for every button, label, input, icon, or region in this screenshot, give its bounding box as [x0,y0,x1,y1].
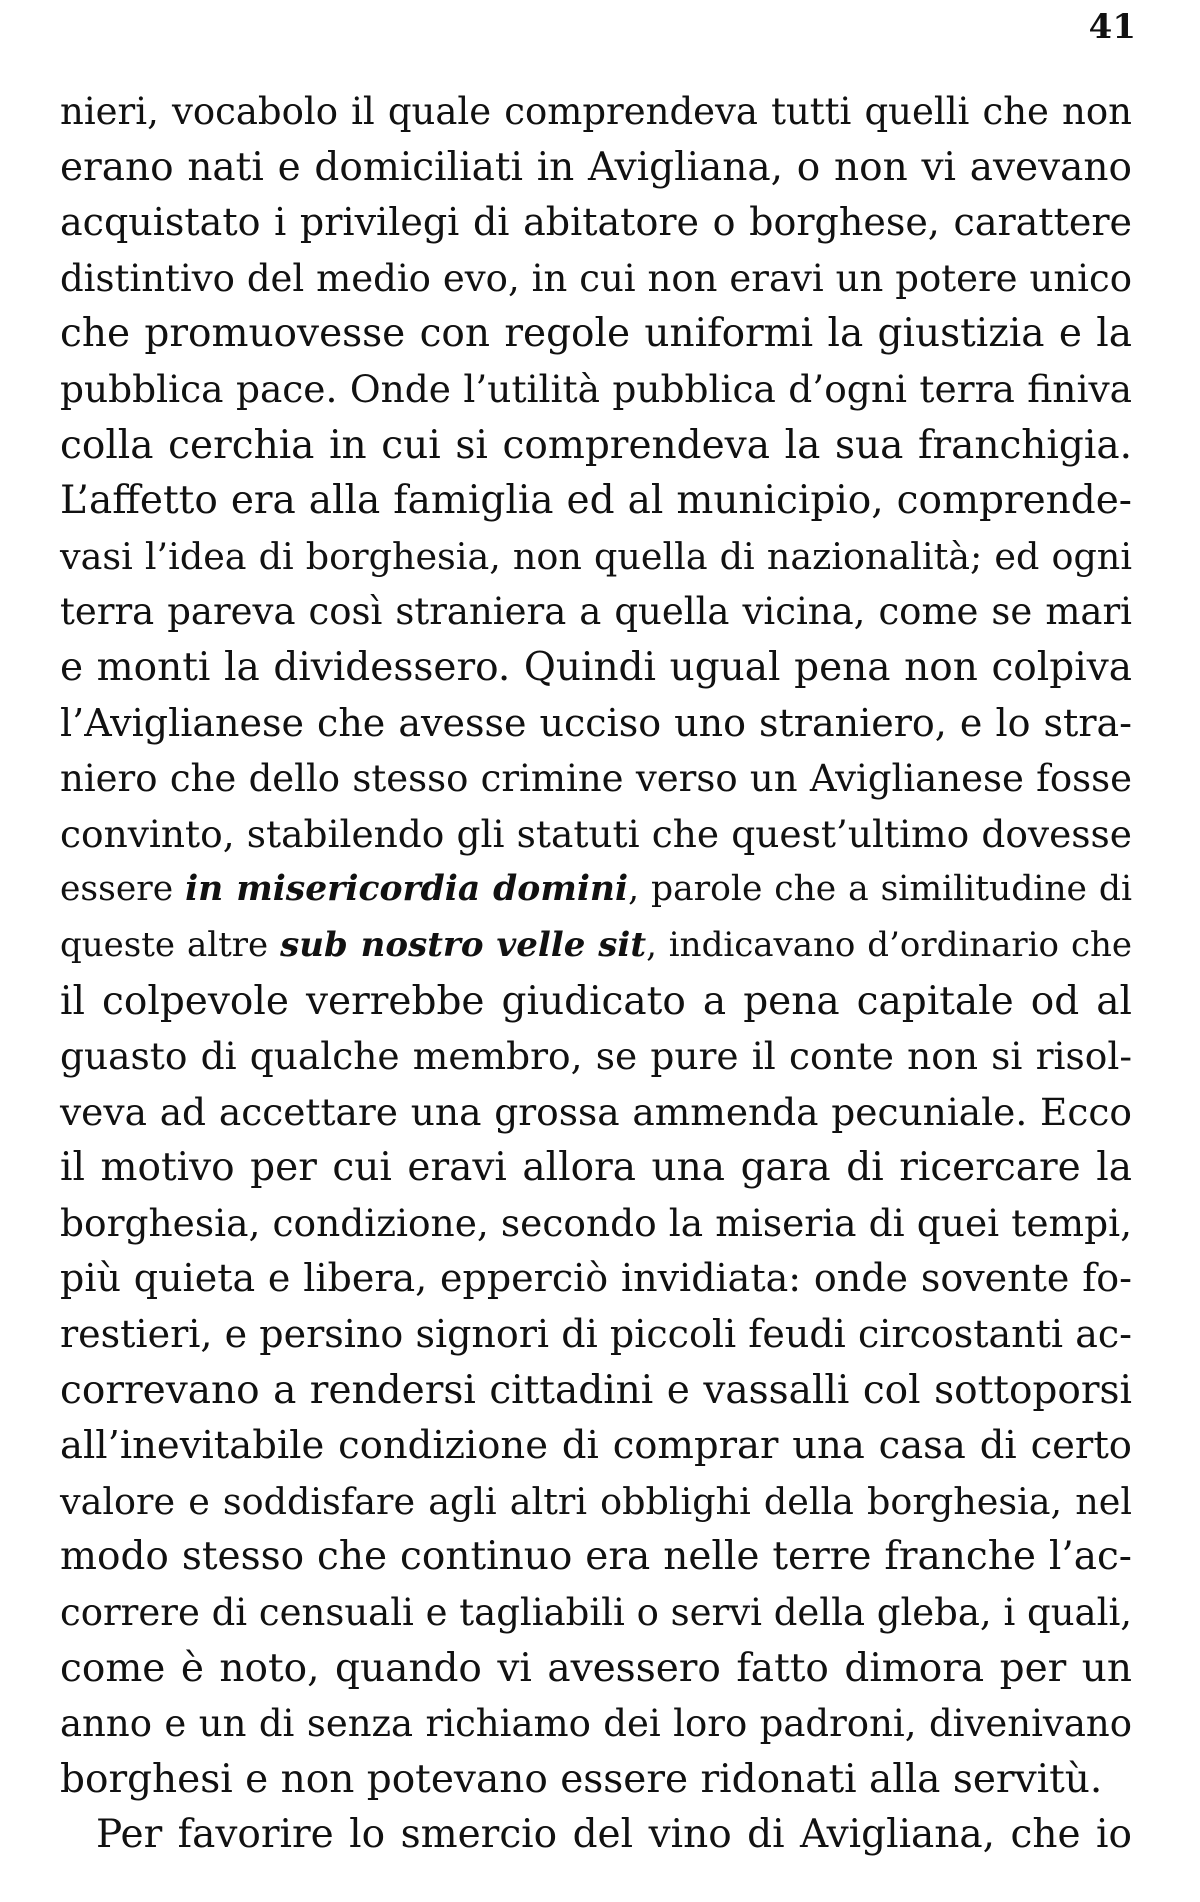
text-line: vasi l’idea di borghesia, non quella di nazionalità; ed ogni [60,534,1132,578]
text-segment: queste altre [60,924,281,965]
text-line: pubblica pace. Onde l’utilità pubblica d’ogni terra finiva [60,366,1132,411]
text-line: borghesia, condizione, secondo la miseria di quei tempi, [60,1200,1132,1245]
text-line: più quieta e libera, epperciò invidiata: onde sovente fo- [60,1256,1132,1301]
text-segment: , parole che a similitudine di [628,869,1132,910]
text-line: modo stesso che continuo era nelle terre franche l’ac- [60,1534,1132,1580]
text-line: L’affetto era alla famiglia ed al municipio, comprende- [60,478,1132,524]
body-text [60,84,1132,1863]
text-segment: essere [60,869,186,910]
text-line: correre di censuali e tagliabili o servi della gleba, i quali, [60,1591,1133,1635]
text-line: Per favorire lo smercio del vino di Avigliana, che io [96,1812,1132,1858]
text-line: guasto di qualche membro, se pure il conte non si risol- [60,1034,1132,1079]
text-line: nieri, vocabolo il quale comprendeva tutti quelli che non [60,90,1132,133]
text-line: che promuovesse con regole uniformi la giustizia e la [60,311,1132,357]
text-line: acquistato i privilegi di abitatore o borghese, carattere [60,200,1132,245]
page-number: 41 [1088,7,1136,47]
text-line: veva ad accettare una grossa ammenda pecuniale. Ecco [60,1089,1132,1134]
paragraph-end-line: borghesi e non potevano essere ridonati alla servitù. [60,1756,1103,1802]
text-line: restieri, e persino signori di piccoli feudi circostanti ac- [60,1312,1132,1357]
text-line: terra pareva così straniera a quella vicina, come se mari [60,590,1132,634]
text-line-with-italic [60,862,1132,918]
text-line: niero che dello stesso crimine verso un Aviglianese fosse [60,757,1132,801]
italic-latin-phrase: sub nostro velle sit [280,924,647,965]
italic-latin-phrase: in misericordia domini [185,869,629,910]
text-segment: , indicavano d’ordinario che [646,924,1133,965]
text-line: come è noto, quando vi avessero fatto dimora per un [60,1645,1132,1691]
text-line-with-italic [60,918,1132,974]
text-line: valore e soddisfare agli altri obblighi della borghesia, nel [60,1479,1132,1523]
text-line: convinto, stabilendo gli statuti che quest’ultimo dovesse [60,811,1132,856]
text-line: e monti la dividessero. Quindi ugual pena non colpiva [60,644,1132,690]
text-line: erano nati e domiciliati in Avigliana, o non vi avevano [60,144,1132,190]
text-line: il colpevole verrebbe giudicato a pena capitale od al [60,978,1132,1024]
text-line: distintivo del medio evo, in cui non eravi un potere unico [60,256,1132,300]
text-line: colla cerchia in cui si comprendeva la sua franchigia. [60,422,1132,468]
text-line: correvano a rendersi cittadini e vassalli col sottoporsi [60,1367,1132,1413]
text-line: il motivo per cui eravi allora una gara di ricercare la [60,1145,1132,1191]
text-line: l’Aviglianese che avesse ucciso uno straniero, e lo stra- [60,700,1132,745]
text-line: all’inevitabile condizione di comprar una casa di certo [60,1423,1132,1469]
text-line: anno e un di senza richiamo dei loro padroni, divenivano [60,1702,1132,1746]
